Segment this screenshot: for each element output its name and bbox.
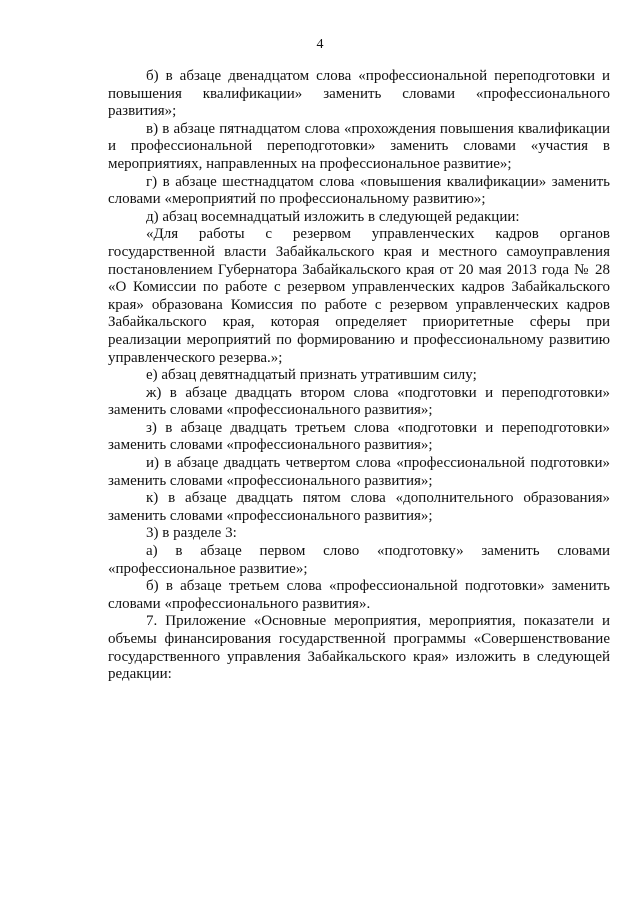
paragraph-item-e: е) абзац девятнадцатый признать утратившим силу;: [146, 367, 477, 384]
paragraph-item-i: и) в абзаце двадцать четвертом слова «профессиональной подготовки» заменить словами «профессионального развития»;: [108, 455, 610, 489]
paragraph-item-zh: ж) в абзаце двадцать втором слова «подготовки и переподготовки» заменить словами «профессионального развития»;: [108, 384, 610, 419]
document-body: [108, 68, 610, 684]
section-3-item-b: б) в абзаце третьем слова «профессиональной подготовки» заменить словами «профессионального развития».: [108, 578, 610, 612]
quoted-new-paragraph: «Для работы с резервом управленческих кадров органов государственной власти Забайкальского края и местного самоуправления постановлением Губернатора Забайкальского края от 20 мая 2013 года № 28 «О Комиссии по работе с резервом управленческих кадров Забайкальского края» образована Комиссия по работе с резервом управленческих кадров Забайкальского края, которая определяет приоритетные сферы при реализации мероприятий по формированию и профессиональному развитию управленческого резерва.»;: [108, 226, 610, 366]
paragraph-item-k: к) в абзаце двадцать пятом слова «дополнительного образования» заменить словами «профессионального развития»;: [108, 490, 610, 524]
paragraph-item-d: д) абзац восемнадцатый изложить в следующей редакции:: [146, 208, 520, 225]
page-number: 4: [316, 37, 324, 52]
paragraph-item-v: в) в абзаце пятнадцатом слова «прохождения повышения квалификации и профессиональной переподготовки» заменить словами «участия в мероприятиях, направленных на профессиональное развитие»;: [108, 120, 610, 172]
section-3-heading: 3) в разделе 3:: [146, 525, 237, 542]
section-3-item-a: а) в абзаце первом слово «подготовку» заменить словами «профессиональное развитие»;: [108, 543, 610, 577]
point-7-paragraph: 7. Приложение «Основные мероприятия, мероприятия, показатели и объемы финансирования государственной программы «Совершенствование государственного управления Забайкальского края» изложить в следующей редакции:: [108, 613, 610, 683]
paragraph-item-z: з) в абзаце двадцать третьем слова «подготовки и переподготовки» заменить словами «профессионального развития»;: [108, 419, 610, 454]
paragraph-item-b: б) в абзаце двенадцатом слова «профессиональной переподготовки и повышения квалификации» заменить словами «профессионального развития»;: [108, 68, 610, 120]
paragraph-item-g: г) в абзаце шестнадцатом слова «повышения квалификации» заменить словами «мероприятий по профессиональному развитию»;: [108, 173, 610, 208]
